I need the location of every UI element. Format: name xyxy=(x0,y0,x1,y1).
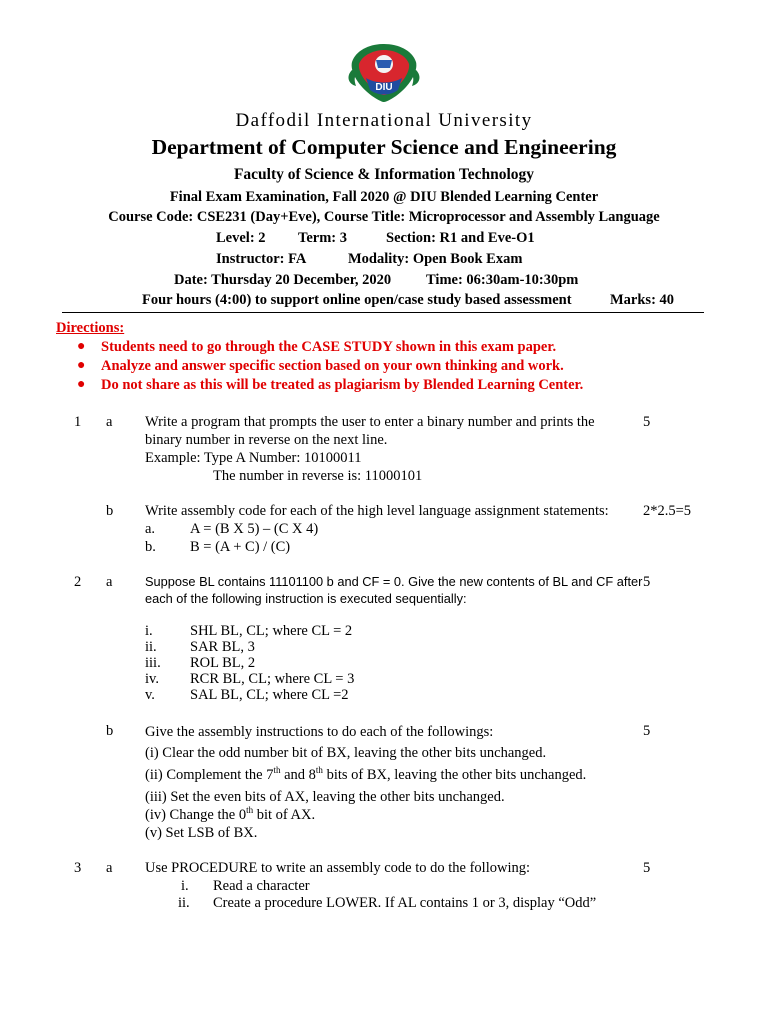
item-label: iii. xyxy=(145,655,161,671)
university-name: Daffodil International University xyxy=(235,110,533,131)
university-logo xyxy=(346,40,422,106)
header-divider xyxy=(62,312,704,313)
item-text: ROL BL, 2 xyxy=(190,655,256,671)
sub-question: (i) Clear the odd number bit of BX, leaving the other bits unchanged. xyxy=(145,745,547,761)
example-text: The number in reverse is: 11000101 xyxy=(213,468,423,484)
course-info: Course Code: CSE231 (Day+Eve), Course Title: Microprocessor and Assembly Language xyxy=(108,209,660,225)
item-text: B = (A + C) / (C) xyxy=(190,539,291,555)
svg-text:DIU: DIU xyxy=(375,82,393,93)
term-info: Term: 3 xyxy=(298,230,347,246)
part-label: b xyxy=(106,723,114,739)
marks-value: 5 xyxy=(643,574,651,590)
modality-info: Modality: Open Book Exam xyxy=(348,251,523,267)
question-text: Write a program that prompts the user to enter a binary number and prints the xyxy=(145,414,595,430)
time-info: Time: 06:30am-10:30pm xyxy=(426,272,579,288)
marks-value: 5 xyxy=(643,414,651,430)
part-label: a xyxy=(106,414,113,430)
item-text: RCR BL, CL; where CL = 3 xyxy=(190,671,355,687)
question-number: 2 xyxy=(74,574,82,590)
part-label: a xyxy=(106,574,113,590)
question-text: binary number in reverse on the next line. xyxy=(145,432,388,448)
faculty-title: Faculty of Science & Information Technology xyxy=(233,166,535,183)
question-number: 3 xyxy=(74,860,82,876)
section-info: Section: R1 and Eve-O1 xyxy=(386,230,535,246)
item-label: i. xyxy=(145,623,153,639)
item-text: SAR BL, 3 xyxy=(190,639,255,655)
item-label: iv. xyxy=(145,671,159,687)
exam-title: Final Exam Examination, Fall 2020 @ DIU Blended Learning Center xyxy=(169,189,599,205)
sub-question: (iv) Change the 0th bit of AX. xyxy=(145,805,316,823)
item-label: ii. xyxy=(178,895,190,911)
item-text: SAL BL, CL; where CL =2 xyxy=(190,687,349,703)
directions-title: Directions: xyxy=(56,320,125,336)
bullet-icon: ● xyxy=(77,358,86,373)
marks-value: 5 xyxy=(643,860,651,876)
item-text: A = (B X 5) – (C X 4) xyxy=(190,521,319,537)
marks-value: 5 xyxy=(643,723,651,739)
sub-question: (ii) Complement the 7th and 8th bits of BX, leaving the other bits unchanged. xyxy=(145,765,587,783)
part-label: b xyxy=(106,503,114,519)
question-number: 1 xyxy=(74,414,82,430)
question-text: Give the assembly instructions to do each of the followings: xyxy=(145,724,494,740)
sub-question: (v) Set LSB of BX. xyxy=(145,825,258,841)
question-text: Use PROCEDURE to write an assembly code to do the following: xyxy=(145,860,531,876)
item-label: i. xyxy=(181,878,189,894)
duration-info: Four hours (4:00) to support online open/case study based assessment xyxy=(142,292,572,308)
example-text: Example: Type A Number: 10100011 xyxy=(145,450,362,466)
instructor-info: Instructor: FA xyxy=(216,251,307,267)
item-label: b. xyxy=(145,539,156,555)
bullet-icon: ● xyxy=(77,339,86,354)
marks-value: 2*2.5=5 xyxy=(643,503,692,519)
item-text: Read a character xyxy=(213,878,310,894)
level-info: Level: 2 xyxy=(216,230,266,246)
marks-info: Marks: 40 xyxy=(610,292,675,308)
direction-item: Students need to go through the CASE STUDY shown in this exam paper. xyxy=(101,339,557,355)
logo-emblem-icon xyxy=(346,40,422,106)
direction-item: Do not share as this will be treated as plagiarism by Blended Learning Center. xyxy=(101,377,584,393)
question-text: Write assembly code for each of the high level language assignment statements: xyxy=(145,503,609,519)
question-text: Suppose BL contains 11101100 b and CF = 0. Give the new contents of BL and CF after xyxy=(145,574,643,589)
item-label: ii. xyxy=(145,639,157,655)
date-info: Date: Thursday 20 December, 2020 xyxy=(174,272,392,288)
question-text: each of the following instruction is executed sequentially: xyxy=(145,591,467,606)
part-label: a xyxy=(106,860,113,876)
department-title: Department of Computer Science and Engineering xyxy=(151,135,617,159)
direction-item: Analyze and answer specific section based on your own thinking and work. xyxy=(101,358,564,374)
item-label: a. xyxy=(145,521,156,537)
bullet-icon: ● xyxy=(77,377,86,392)
item-text: SHL BL, CL; where CL = 2 xyxy=(190,623,353,639)
item-label: v. xyxy=(145,687,155,703)
sub-question: (iii) Set the even bits of AX, leaving the other bits unchanged. xyxy=(145,789,505,805)
item-text: Create a procedure LOWER. If AL contains 1 or 3, display “Odd” xyxy=(213,895,597,911)
